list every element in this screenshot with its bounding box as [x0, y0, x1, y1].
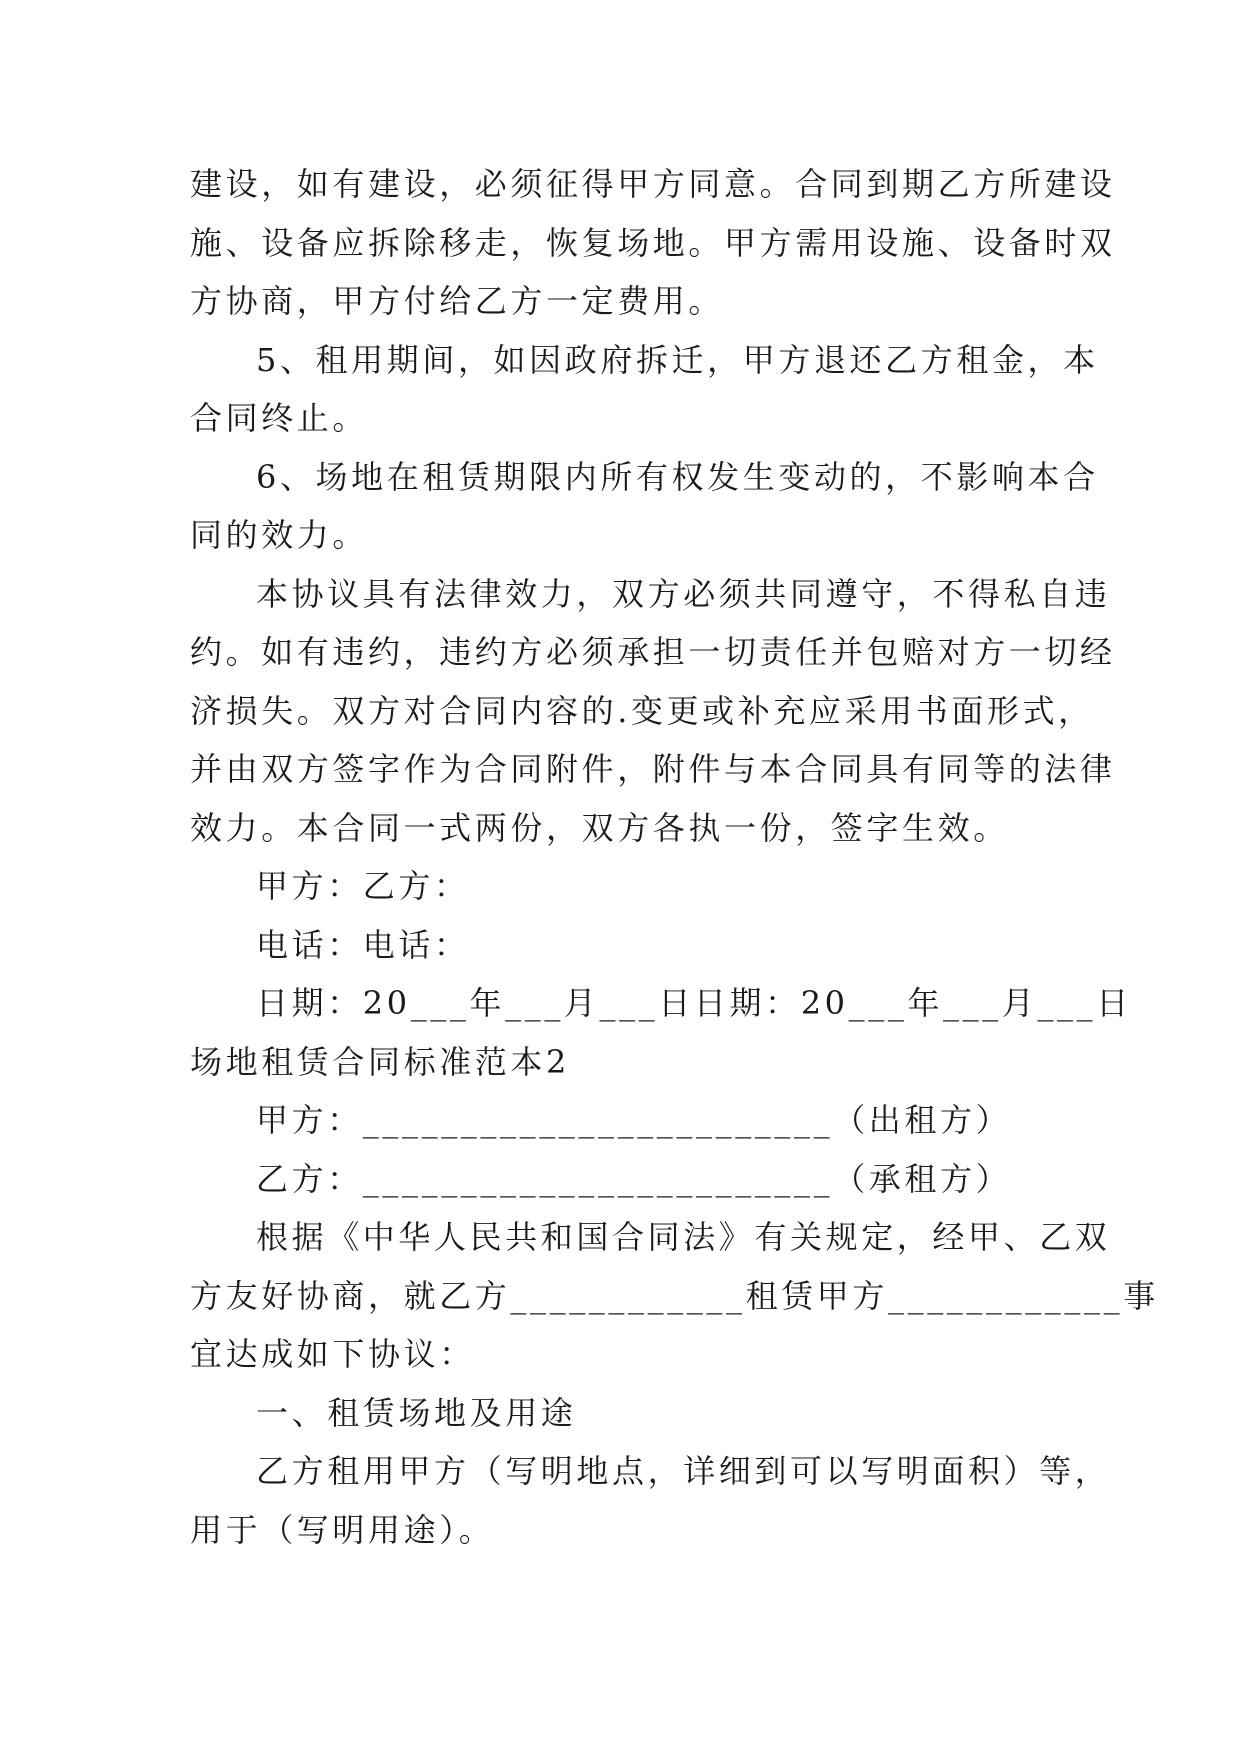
party-a-line: 甲方：________________________（出租方） — [256, 1101, 1012, 1139]
body-line: 用于（写明用途）。 — [190, 1510, 495, 1549]
body-line: 并由双方签字作为合同附件，附件与本合同具有同等的法律 — [190, 750, 1116, 788]
clause-heading: 一、租赁场地及用途 — [256, 1393, 577, 1432]
body-line: 建设，如有建设，必须征得甲方同意。合同到期乙方所建设 — [190, 165, 1116, 203]
body-line: 济损失。双方对合同内容的.变更或补充应采用书面形式， — [190, 691, 1094, 730]
party-b-line: 乙方：________________________（承租方） — [256, 1159, 1012, 1198]
body-line: 宜达成如下协议： — [190, 1335, 475, 1373]
body-line: 合同终止。 — [190, 399, 369, 437]
section-title: 场地租赁合同标准范本2 — [190, 1042, 570, 1081]
body-line: 本协议具有法律效力，双方必须共同遵守，不得私自违 — [256, 574, 1111, 613]
body-line: 乙方租用甲方（写明地点，详细到可以写明面积）等， — [256, 1452, 1111, 1490]
body-line: 6、场地在租赁期限内所有权发生变动的，不影响本合 — [256, 457, 1099, 496]
body-line: 同的效力。 — [190, 516, 369, 554]
body-line: 施、设备应拆除移走，恢复场地。甲方需用设施、设备时双 — [190, 223, 1116, 262]
body-line: 5、租用期间，如因政府拆迁，甲方退还乙方租金，本 — [256, 340, 1099, 379]
signature-line-phone: 电话：电话： — [256, 925, 470, 964]
body-line: 方协商，甲方付给乙方一定费用。 — [190, 282, 725, 320]
body-line: 方友好协商，就乙方____________租赁甲方____________事 — [190, 1276, 1159, 1315]
document-body — [190, 155, 1159, 1559]
signature-line-party: 甲方：乙方： — [256, 867, 470, 905]
body-line: 根据《中华人民共和国合同法》有关规定，经甲、乙双 — [256, 1218, 1111, 1256]
signature-line-date: 日期：20___年___月___日日期：20___年___月___日 — [256, 984, 1132, 1022]
body-line: 效力。本合同一式两份，双方各执一份，签字生效。 — [190, 808, 1009, 847]
body-line: 约。如有违约，违约方必须承担一切责任并包赔对方一切经 — [190, 633, 1116, 671]
